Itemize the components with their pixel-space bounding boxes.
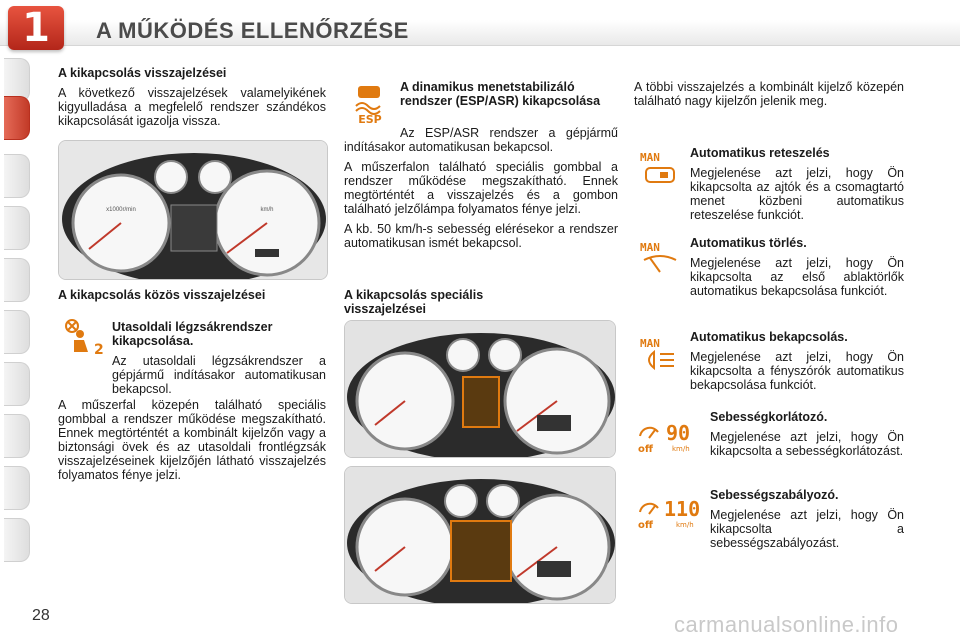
cruise-control-off-icon bbox=[636, 494, 706, 530]
auto-wipe-title: Automatikus törlés. bbox=[690, 236, 807, 250]
auto-lock-text: Megjelenése azt jelzi, hogy Ön kikapcsolta az ajtók és a csomagtartó menet közbeni automatikus reteszelése funkciót. bbox=[690, 166, 904, 222]
auto-lock-title: Automatikus reteszelés bbox=[690, 146, 830, 160]
auto-wipe-off-icon bbox=[640, 240, 680, 276]
esp-paragraph-2: A műszerfalon található speciális gombbal a rendszer működése megszakítható. Ennek megtörténtét a visszajelzés és a gombon található jelzőlámpa folyamatos fénye jelzi. bbox=[344, 160, 618, 216]
airbag-block bbox=[112, 320, 326, 402]
speed-limiter-title: Sebességkorlátozó. bbox=[710, 410, 828, 424]
auto-wipe-block bbox=[690, 236, 904, 304]
page-title: A MŰKÖDÉS ELLENŐRZÉSE bbox=[96, 18, 409, 43]
svg-text:90: 90 bbox=[666, 421, 691, 445]
auto-lock-off-icon bbox=[640, 150, 680, 186]
column-1 bbox=[58, 66, 326, 134]
instrument-cluster-illustration bbox=[59, 141, 328, 280]
airbag-paragraph: A műszerfal közepén található speciális gombbal a rendszer működése megszakítható. Ennek megtörténtét a kombinált kijelzőn vagy a biztonsági övek és az utasoldali frontlégzsák visszajelzéseinek kijelzőjén látható visszajelzés folyamatos fénye jelzi. bbox=[58, 398, 326, 482]
chapter-tab[interactable] bbox=[4, 518, 30, 562]
svg-text:x1000r/min: x1000r/min bbox=[106, 207, 136, 213]
cruise-control-text: Megjelenése azt jelzi, hogy Ön kikapcsolta a sebességszabályozást. bbox=[710, 508, 904, 550]
chapter-badge: 1 bbox=[8, 6, 64, 50]
column-1-lower bbox=[58, 288, 326, 302]
esp-title: A dinamikus menetstabilizáló rendszer (ESP/ASR) kikapcsolása bbox=[400, 80, 601, 108]
auto-light-title: Automatikus bekapcsolás. bbox=[690, 330, 848, 344]
svg-text:ESP: ESP bbox=[358, 113, 382, 124]
intro-paragraph: A többi visszajelzés a kombinált kijelző közepén található nagy kijelzőn jelenik meg. bbox=[634, 80, 904, 108]
chapter-tab[interactable] bbox=[4, 206, 30, 250]
speed-limiter-off-icon bbox=[636, 418, 702, 454]
esp-off-icon bbox=[350, 84, 390, 124]
airbag-off-icon bbox=[62, 318, 104, 358]
chapter-tab[interactable] bbox=[4, 154, 30, 198]
auto-lock-block bbox=[690, 146, 904, 228]
page-header bbox=[0, 0, 960, 52]
esp-title-block bbox=[400, 80, 618, 108]
speed-limiter-text: Megjelenése azt jelzi, hogy Ön kikapcsolta a sebességkorlátozást. bbox=[710, 430, 904, 458]
chapter-tabs bbox=[0, 58, 34, 578]
chapter-tab[interactable] bbox=[4, 310, 30, 354]
esp-paragraph-3: A kb. 50 km/h-s sebesség elérésekor a rendszer automatikusan ismét bekapcsol. bbox=[344, 222, 618, 250]
svg-text:MAN: MAN bbox=[640, 151, 660, 164]
intro-paragraph: A következő visszajelzések valamelyikének kigyulladása a megfelelő rendszer szándékos kikapcsolását igazolja vissza. bbox=[58, 86, 326, 128]
svg-text:2: 2 bbox=[94, 342, 104, 358]
column-2-heading bbox=[344, 288, 544, 316]
svg-text:MAN: MAN bbox=[640, 337, 660, 350]
section-heading: A kikapcsolás visszajelzései bbox=[58, 66, 227, 80]
dashboard-image-1 bbox=[58, 140, 328, 280]
svg-text:MAN: MAN bbox=[640, 241, 660, 254]
section-heading: A kikapcsolás közös visszajelzései bbox=[58, 288, 266, 302]
svg-text:km/h: km/h bbox=[260, 207, 274, 213]
chapter-tab[interactable] bbox=[4, 362, 30, 406]
column-3-intro bbox=[634, 80, 904, 114]
column-1-para bbox=[58, 398, 326, 488]
auto-wipe-text: Megjelenése azt jelzi, hogy Ön kikapcsolta az első ablaktörlők automatikus bekapcsolása funkciót. bbox=[690, 256, 904, 298]
chapter-tab[interactable] bbox=[4, 258, 30, 302]
auto-light-off-icon bbox=[640, 336, 680, 372]
page-number: 28 bbox=[32, 607, 50, 624]
section-heading: A kikapcsolás speciális visszajelzései bbox=[344, 288, 484, 316]
airbag-text: Az utasoldali légzsákrendszer a gépjármű indításakor automatikusan bekapcsol. bbox=[112, 354, 326, 396]
dashboard-image-3 bbox=[344, 466, 616, 604]
auto-light-block bbox=[690, 330, 904, 398]
chapter-tab[interactable] bbox=[4, 466, 30, 510]
column-2 bbox=[344, 126, 618, 256]
esp-paragraph-1: Az ESP/ASR rendszer a gépjármű indításakor automatikusan bekapcsol. bbox=[344, 126, 618, 154]
dashboard-image-2 bbox=[344, 320, 616, 458]
instrument-cluster-illustration bbox=[345, 321, 616, 458]
svg-text:km/h: km/h bbox=[672, 445, 690, 453]
svg-text:km/h: km/h bbox=[676, 521, 694, 529]
instrument-cluster-illustration bbox=[345, 467, 616, 604]
svg-text:off: off bbox=[638, 444, 653, 454]
speed-limiter-block bbox=[710, 410, 904, 464]
cruise-control-title: Sebességszabályozó. bbox=[710, 488, 839, 502]
watermark: carmanualsonline.info bbox=[674, 612, 899, 637]
cruise-control-block bbox=[710, 488, 904, 556]
svg-text:off: off bbox=[638, 520, 653, 530]
airbag-title: Utasoldali légzsákrendszer kikapcsolása. bbox=[112, 320, 273, 348]
svg-text:110: 110 bbox=[664, 497, 701, 521]
chapter-tab[interactable] bbox=[4, 414, 30, 458]
auto-light-text: Megjelenése azt jelzi, hogy Ön kikapcsolta a fényszórók automatikus bekapcsolása funkciót. bbox=[690, 350, 904, 392]
chapter-tab-active[interactable] bbox=[4, 96, 30, 140]
